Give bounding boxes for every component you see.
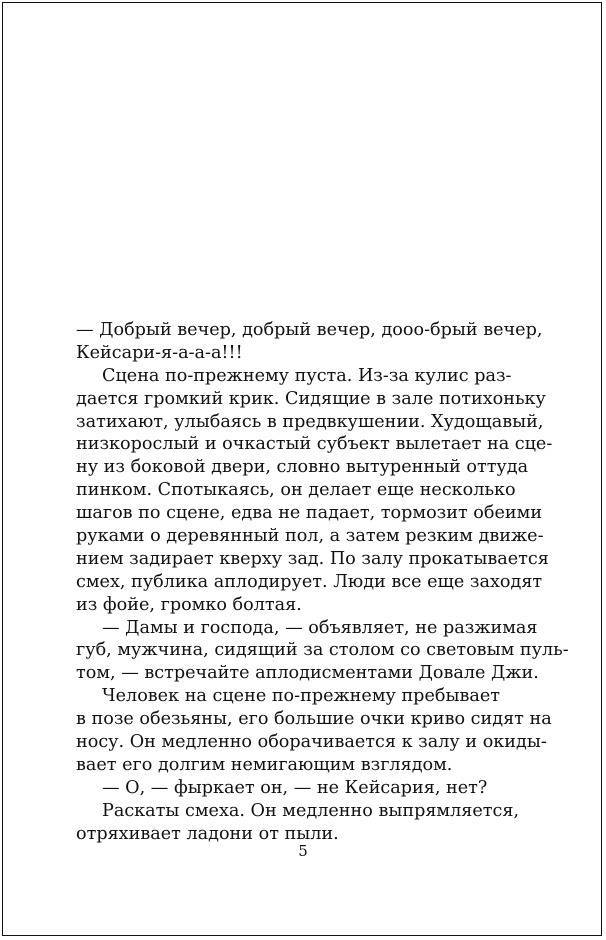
text-line: Раскаты смеха. Он медленно выпрямляется, [102, 800, 520, 821]
text-line: в позе обезьяны, его большие очки криво сидят на [76, 709, 552, 730]
text-line: Сцена по-прежнему пуста. Из-за кулис раз- [102, 365, 512, 386]
text-line: губ, мужчина, сидящий за столом со световым пуль- [76, 640, 569, 661]
text-line: — Добрый вечер, добрый вечер, дооо-брый вечер, [76, 320, 543, 340]
page-number: 5 [298, 842, 308, 860]
text-line: вает его долгим немигающим взглядом. [76, 754, 453, 775]
text-line: шагов по сцене, едва не падает, тормозит обеими [76, 503, 543, 524]
text-line: пинком. Спотыкаясь, он делает еще несколько [76, 480, 516, 501]
text-line: — Дамы и господа, — объявляет, не разжимая [102, 617, 538, 638]
text-line: том, — встречайте аплодисментами Довале Джи. [76, 663, 539, 684]
text-line: низкорослый и очкастый субъект вылетает на сце- [76, 434, 553, 455]
text-line: затихают, улыбаясь в предвкушении. Худощавый, [76, 411, 544, 432]
text-line: руками о деревянный пол, а затем резким движе- [76, 526, 544, 547]
text-line: смех, публика аплодирует. Люди все еще заходят [76, 571, 543, 592]
text-line: носу. Он медленно оборачивается к залу и окиды- [76, 732, 547, 753]
text-line: ну из боковой двери, словно вытуренный оттуда [76, 457, 529, 478]
text-line: нием задирает кверху зад. По залу прокатывается [76, 548, 549, 569]
text-line: дается громкий крик. Сидящие в зале потихоньку [76, 388, 546, 409]
text-line: Человек на сцене по-прежнему пребывает [102, 686, 500, 707]
text-line: из фойе, громко болтая. [76, 594, 302, 615]
text-line: отряхивает ладони от пыли. [76, 823, 339, 844]
body-text [76, 319, 569, 845]
text-line: — О, — фыркает он, — не Кейсария, нет? [102, 777, 488, 798]
text-line: Кейсари-я-а-а-а!!! [76, 342, 243, 363]
page-frame [2, 2, 602, 936]
